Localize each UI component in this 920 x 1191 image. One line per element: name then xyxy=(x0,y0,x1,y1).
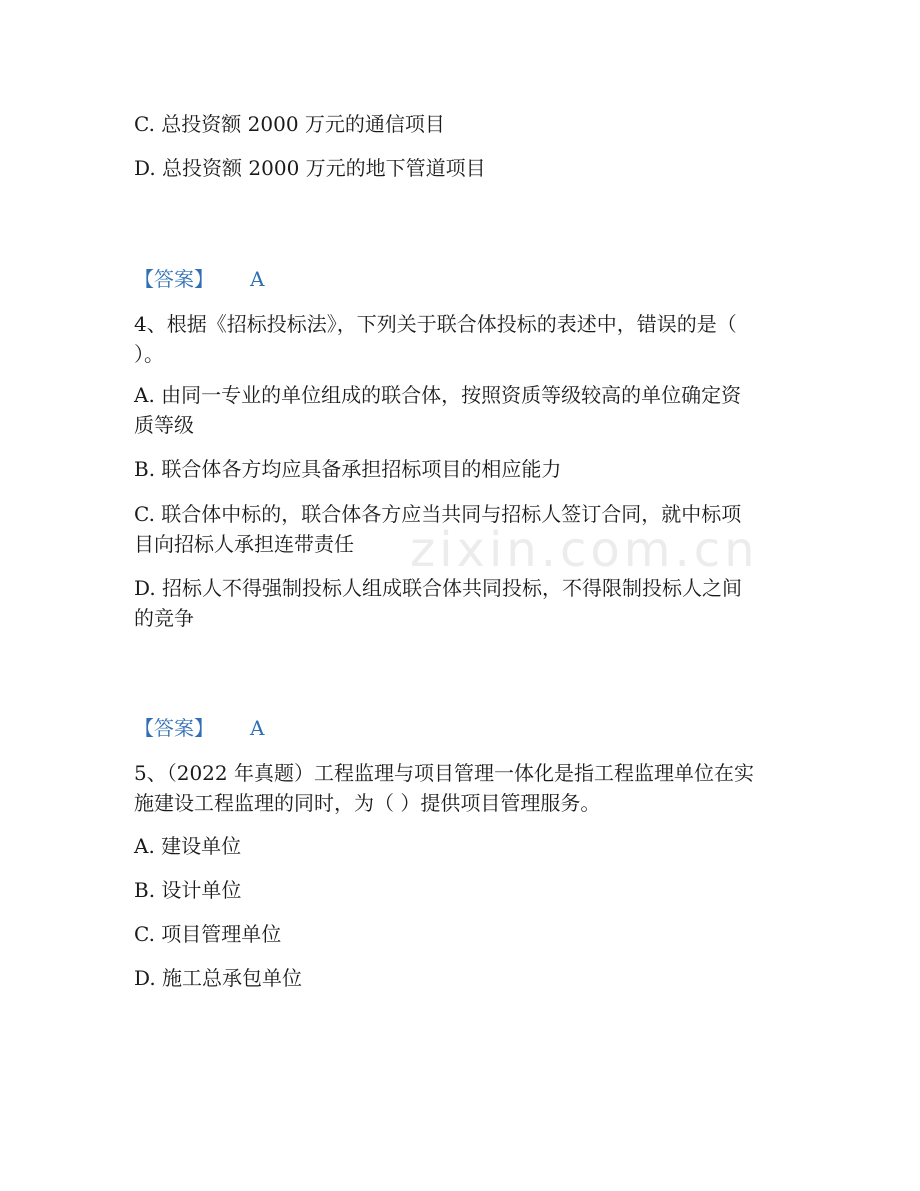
q4-option-c-line1: C. 联合体中标的，联合体各方应当共同与招标人签订合同，就中标项 xyxy=(134,502,742,526)
q5-stem-line2: 施建设工程监理的同时，为（ ）提供项目管理服务。 xyxy=(134,791,601,815)
q5-stem-line1: 5、（2022 年真题）工程监理与项目管理一体化是指工程监理单位在实 xyxy=(134,761,754,785)
watermark: zixin.com.cn xyxy=(410,522,759,578)
answer-label: 【答案】 xyxy=(134,716,214,740)
answer-4 xyxy=(134,713,784,743)
answer-value: A xyxy=(250,716,265,740)
q4-option-a-line2: 质等级 xyxy=(134,413,194,437)
q5-option-a: A. 建设单位 xyxy=(134,834,242,858)
q4-stem-line2: ）。 xyxy=(134,342,164,366)
q5-option-b: B. 设计单位 xyxy=(134,878,242,902)
q5-option-c: C. 项目管理单位 xyxy=(134,922,282,946)
q4-option-a-line1: A. 由同一专业的单位组成的联合体，按照资质等级较高的单位确定资 xyxy=(134,383,742,407)
q4-option-b: B. 联合体各方均应具备承担招标项目的相应能力 xyxy=(134,457,562,481)
q4-option-c-line2: 目向招标人承担连带责任 xyxy=(134,532,354,556)
answer-value: A xyxy=(250,267,265,291)
q3-option-c: C. 总投资额 2000 万元的通信项目 xyxy=(134,112,445,136)
q4-option-d-line2: 的竞争 xyxy=(134,606,194,630)
q3-option-d: D. 总投资额 2000 万元的地下管道项目 xyxy=(134,156,486,180)
q4-option-d-line1: D. 招标人不得强制投标人组成联合体共同投标，不得限制投标人之间 xyxy=(134,576,743,600)
q4-stem-line1: 4、根据《招标投标法》，下列关于联合体投标的表述中，错误的是（ xyxy=(134,312,737,336)
answer-label: 【答案】 xyxy=(134,267,214,291)
answer-3 xyxy=(134,264,784,294)
q5-option-d: D. 施工总承包单位 xyxy=(134,966,303,990)
